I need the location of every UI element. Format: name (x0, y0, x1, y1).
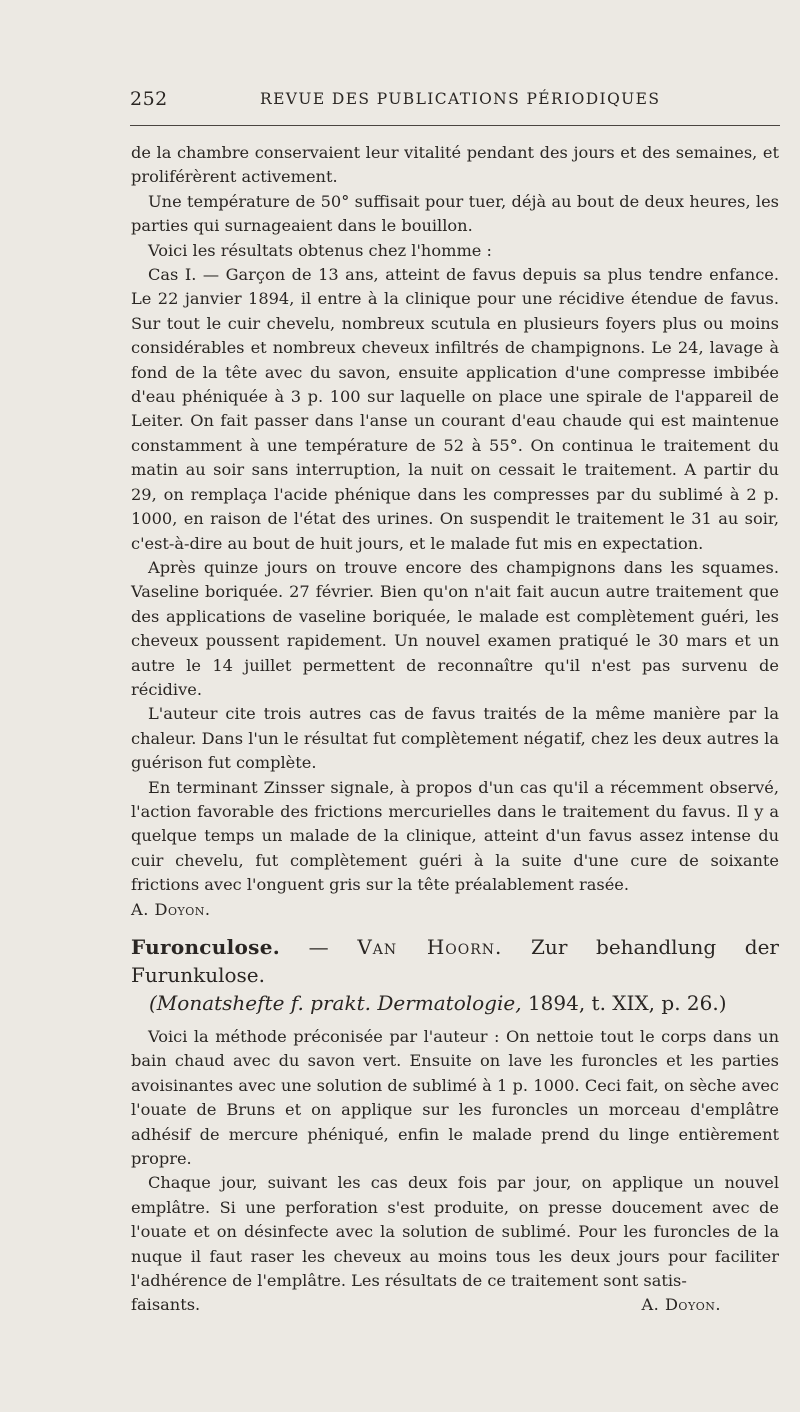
header-rule (130, 125, 780, 126)
article-keyword: Furonculose. (131, 935, 281, 959)
page-number: 252 (130, 88, 168, 110)
article-furonculose-body (131, 1025, 779, 1318)
paragraph: Après quinze jours on trouve encore des champignons dans les squames. Vaseline boriquée. 27 février. Bien qu'on n'ait fait aucun autre traitement que des applications de vaseline boriquée, le malade est complètement guéri, les cheveux poussent rapidement. Un nouvel examen pratiqué le 30 mars et un autre le 14 juillet permettent de reconnaître qu'il n'est pas survenu de récidive. (131, 557, 779, 699)
article-furonculose (131, 933, 779, 1318)
paragraph: Une température de 50° suffisait pour tuer, déjà au bout de deux heures, les parties qui surnageaient dans le bouillon. (131, 191, 779, 236)
closing-line (131, 1293, 779, 1317)
signature: A. Doyon. (131, 899, 211, 919)
last-word: faisants. (131, 1295, 201, 1315)
citation-details: 1894, t. XIX, p. 26.) (521, 991, 727, 1015)
paragraph: Voici la méthode préconisée par l'auteur : On nettoie tout le corps dans un bain chaud avec du savon vert. Ensuite on lave les furoncles et les parties avoisinantes avec une solution de sublimé à 1 p. 1000. Ceci fait, on sèche avec l'ouate de Bruns et on applique sur les furoncles un morceau d'emplâtre adhésif de mercure phéniqué, enfin le malade prend du linge entièrement propre. (131, 1027, 779, 1169)
article-title: Zur behandlung der Furunkulose. (131, 935, 779, 987)
running-title: REVUE DES PUBLICATIONS PÉRIODIQUES (260, 90, 661, 108)
paragraph: Voici les résultats obtenus chez l'homme : (148, 240, 492, 260)
article-favus-body (131, 141, 779, 922)
article-author: Van Hoorn. (357, 935, 503, 959)
paragraph: de la chambre conservaient leur vitalité pendant des jours et des semaines, et proliférèrent activement. (131, 143, 779, 187)
page-header (130, 88, 780, 114)
paragraph: Chaque jour, suivant les cas deux fois par jour, on applique un nouvel emplâtre. Si une perforation s'est produite, on presse doucement avec de l'ouate et on désinfecte avec la solution de sublimé. Pour les furoncles de la nuque il faut raser les cheveux au moins tous les deux jours pour faciliter l'adhérence de l'emplâtre. Les résultats de ce traitement sont satis- (131, 1173, 779, 1291)
signature: A. Doyon. (641, 1295, 721, 1315)
article-citation (149, 989, 779, 1017)
article-heading (131, 933, 779, 989)
journal-name: (Monatshefte f. prakt. Dermatologie, (149, 991, 522, 1015)
heading-dash: — (280, 935, 358, 959)
paragraph: En terminant Zinsser signale, à propos d'un cas qu'il a récemment observé, l'action favorable des frictions mercurielles dans le traitement du favus. Il y a quelque temps un malade de la clinique, atteint d'un favus assez intense du cuir chevelu, fut complètement guéri à la suite d'une cure de soixante frictions avec l'onguent gris sur la tête préalablement rasée. (131, 777, 779, 895)
paragraph-case-1: Cas I. — Garçon de 13 ans, atteint de favus depuis sa plus tendre enfance. Le 22 janvier 1894, il entre à la clinique pour une récidive étendue de favus. Sur tout le cuir chevelu, nombreux scutula en plusieurs foyers plus ou moins considérables et nombreux cheveux infiltrés de champignons. Le 24, lavage à fond de la tête avec du savon, ensuite application d'une compresse imbibée d'eau phéniquée à 3 p. 100 sur laquelle on place une spirale de l'appareil de Leiter. On fait passer dans l'anse un courant d'eau chaude qui est maintenue constamment à une température de 52 à 55°. On continua le traitement du matin au soir sans interruption, la nuit on cessait le traitement. A partir du 29, on remplaça l'acide phénique dans les compresses par du sublimé à 2 p. 1000, en raison de l'état des urines. On suspendit le traitement le 31 au soir, c'est-à-dire au bout de huit jours, et le malade fut mis en expectation. (131, 265, 779, 553)
paragraph: L'auteur cite trois autres cas de favus traités de la même manière par la chaleur. Dans l'un le résultat fut complètement négatif, chez les deux autres la guérison fut complète. (131, 704, 779, 773)
